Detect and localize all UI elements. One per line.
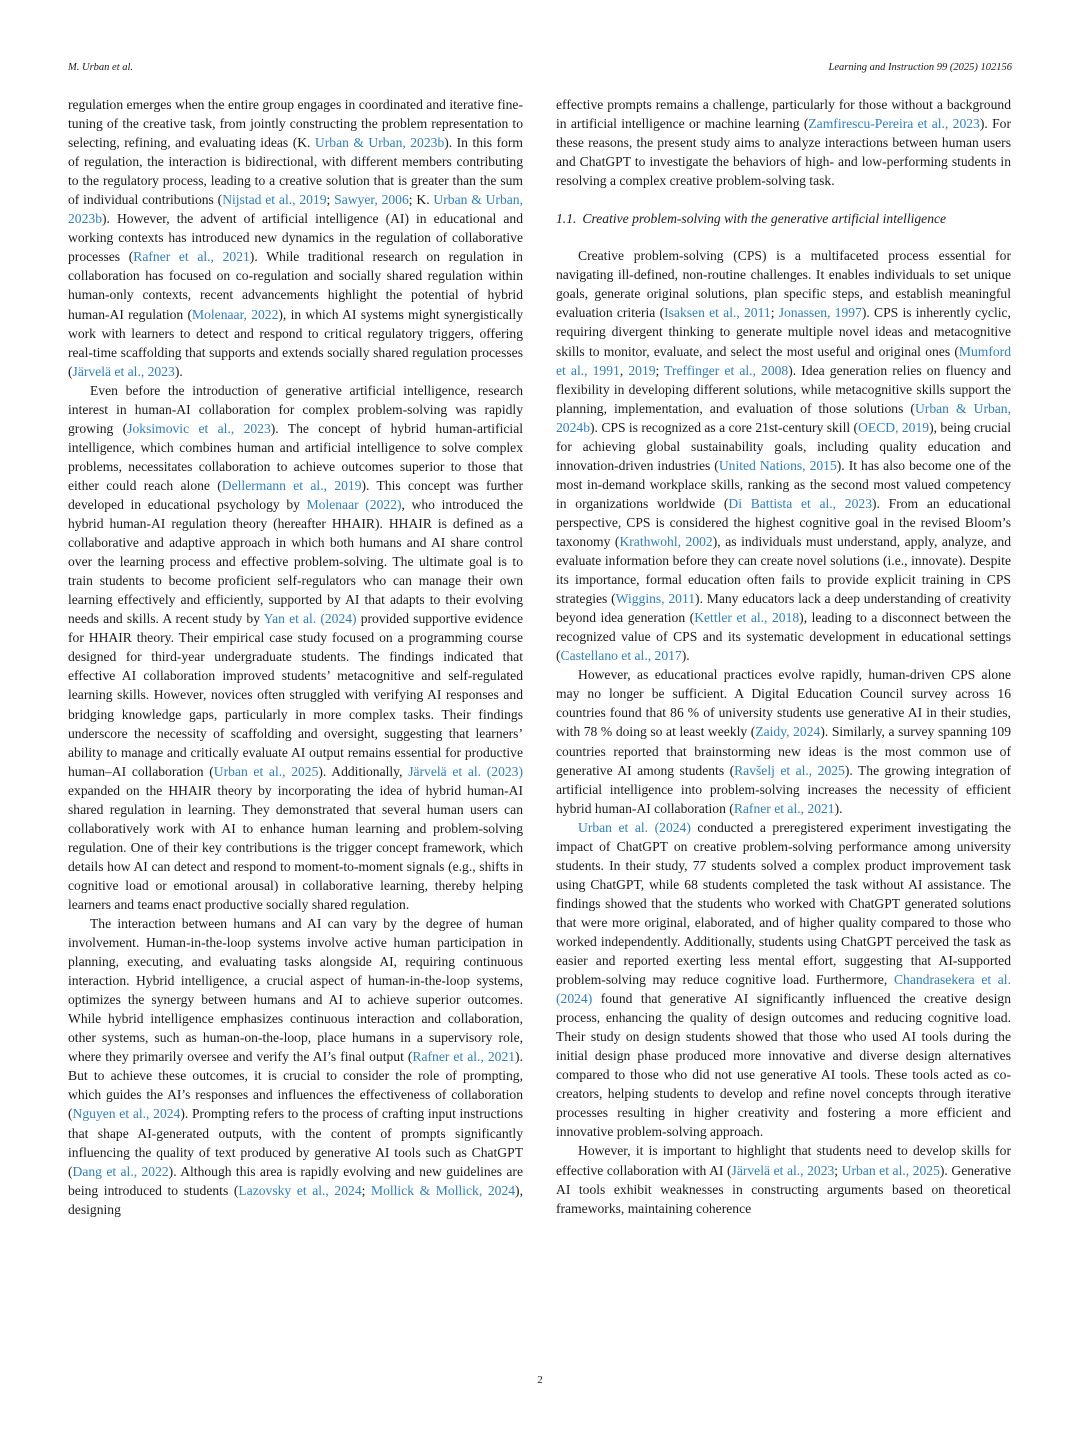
paragraph: effective prompts remains a challenge, particularly for those without a background in artificial intelligence or machine learning (Zamfirescu-Pereira et al., 2023). For these reasons, the present study aims to analyze interactions between human users and ChatGPT to investigate the behaviors of high- and low-performing students in resolving a complex creative problem-solving task. [556,97,1011,189]
citation-link[interactable]: Dellermann et al., 2019 [221,477,362,493]
paragraph: However, as educational practices evolve rapidly, human-driven CPS alone may no longer be sufficient. A Digital Education Council survey across 16 countries found that 86 % of university students use generative AI in their studies, with 78 % doing so at least weekly (Zaidy, 2024). Similarly, a survey spanning 109 countries reported that brainstorming new ideas is the most common use of generative AI among students (Ravšelj et al., 2025). The growing integration of artificial intelligence into problem-solving increases the necessity of efficient hybrid human-AI collaboration (Rafner et al., 2021). [556,667,1012,816]
section-heading [556,209,1011,228]
citation-link[interactable]: Urban et al., 2025 [213,763,319,779]
citation-link[interactable]: Rafner et al., 2021 [733,800,835,816]
citation-link[interactable]: Järvelä et al., 2023 [72,363,175,379]
citation-link[interactable]: Zamfirescu-Pereira et al., 2023 [808,116,980,132]
running-header [68,62,1012,80]
citation-link[interactable]: Joksimovic et al., 2023 [127,420,271,436]
citation-link[interactable]: Isaksen et al., 2011 [664,305,771,321]
citation-link[interactable]: Urban et al., 2025 [841,1162,940,1178]
citation-link[interactable]: Kettler et al., 2018 [694,610,800,626]
citation-link[interactable]: Mumford et al., 1991 [556,343,1011,378]
citation-link[interactable]: Nijstad et al., 2019 [222,192,327,208]
paragraph: Urban et al. (2024) conducted a preregistered experiment investigating the impact of ChatGPT on creative problem-solving performance among university students. In their study, 77 students solved a complex product improvement task using ChatGPT, while 68 students completed the task without AI assistance. The findings showed that the students who worked with ChatGPT generated solutions that were more original, elaborated, and of higher quality compared to those who worked independently. Additionally, students using ChatGPT perceived the task as easier and reported exerting less mental effort, suggesting that AI-supported problem-solving may reduce cognitive load. Furthermore, Chandrasekera et al. (2024) found that generative AI significantly influenced the creative design process, enhancing the quality of design outcomes and reducing cognitive load. Their study on design students showed that those who used AI tools during the initial design phase produced more innovative and diverse design alternatives compared to those who did not use generative AI tools. These tools acted as co-creators, helping students to develop and refine novel concepts through iterative processes resulting in higher creativity and fostering a more efficient and innovative problem-solving approach. [556,819,1011,1140]
citation-link[interactable]: Krathwohl, 2002 [619,533,713,549]
header-journal: Learning and Instruction 99 (2025) 102156 [828,62,1012,73]
citation-link[interactable]: Treffinger et al., 2008 [664,362,789,378]
citation-link[interactable]: United Nations, 2015 [718,457,837,473]
citation-link[interactable]: OECD, 2019 [858,419,930,435]
section-number: 1.1. [556,211,577,227]
citation-link[interactable]: Mollick & Mollick, 2024 [371,1182,516,1198]
page-number: 2 [537,1374,543,1386]
citation-link[interactable]: Castellano et al., 2017 [560,648,682,664]
citation-link[interactable]: Yan et al. (2024) [263,611,357,627]
citation-link[interactable]: Di Battista et al., 2023 [728,495,872,511]
citation-link[interactable]: Urban & Urban, 2023b [314,135,445,151]
citation-link[interactable]: Wiggins, 2011 [615,591,696,607]
citation-link[interactable]: Järvelä et al., 2023 [731,1162,835,1178]
citation-link[interactable]: Jonassen, 1997 [778,305,862,321]
left-column [68,95,523,1219]
citation-link[interactable]: Nguyen et al., 2024 [72,1106,181,1122]
citation-link[interactable]: Molenaar, 2022 [192,306,279,322]
citation-link[interactable]: Urban & Urban, 2023b [68,192,523,227]
citation-link[interactable]: Dang et al., 2022 [72,1163,169,1179]
paragraph: The interaction between humans and AI can vary by the degree of human involvement. Human-in-the-loop systems involve active human participation in planning, executing, and evaluating tasks alongside AI, requiring continuous interaction. Hybrid intelligence, a crucial aspect of human-in-the-loop systems, optimizes the synergy between humans and AI to achieve superior outcomes. While hybrid intelligence emphasizes continuous interaction and collaboration, other systems, such as human-on-the-loop, place humans in a supervisory role, where they primarily oversee and verify the AI’s final output (Rafner et al., 2021). But to achieve these outcomes, it is crucial to consider the role of prompting, which guides the AI’s responses and influences the effectiveness of collaboration (Nguyen et al., 2024). Prompting refers to the process of crafting input instructions that shape AI-generated outputs, with the content of prompts significantly influencing the quality of text produced by generative AI tools such as ChatGPT (Dang et al., 2022). Although this area is rapidly evolving and new guidelines are being introduced to students (Lazovsky et al., 2024; Mollick & Mollick, 2024), designing [68,916,523,1217]
section-title: Creative problem-solving with the generative artificial intelligence [582,211,947,227]
right-column [556,95,1011,1218]
citation-link[interactable]: Molenaar (2022) [306,496,402,512]
citation-link[interactable]: Sawyer, 2006 [334,192,409,208]
citation-link[interactable]: Lazovsky et al., 2024 [238,1182,362,1198]
paragraph: Creative problem-solving (CPS) is a multifaceted process essential for navigating ill-defined, non-routine challenges. It enables individuals to set unique goals, generate original solutions, plan specific steps, and establish meaningful evaluation criteria (Isaksen et al., 2011; Jonassen, 1997). CPS is inherently cyclic, requiring divergent thinking to generate multiple novel ideas and metacognitive skills to monitor, evaluate, and select the most useful and original ones (Mumford et al., 1991, 2019; Treffinger et al., 2008). Idea generation relies on fluency and flexibility in developing different solutions, while metacognitive skills support the planning, implementation, and evaluation of those solutions (Urban & Urban, 2024b). CPS is recognized as a core 21st-century skill (OECD, 2019), being crucial for achieving global sustainability goals, including quality education and innovation-driven industries (United Nations, 2015). It has also become one of the most in-demand workplace skills, ranking as the second most valued competency in organizations worldwide (Di Battista et al., 2023). From an educational perspective, CPS is considered the highest cognitive goal in the revised Bloom’s taxonomy (Krathwohl, 2002), as individuals must understand, apply, analyze, and evaluate information before they can create novel solutions (i.e., innovate). Despite its importance, formal education often fails to provide explicit training in CPS strategies (Wiggins, 2011). Many educators lack a deep understanding of creativity beyond idea generation (Kettler et al., 2018), leading to a disconnect between the recognized value of CPS and its systematic development in educational settings (Castellano et al., 2017). [556,248,1012,664]
citation-link[interactable]: Rafner et al., 2021 [133,249,250,265]
paragraph: regulation emerges when the entire group engages in coordinated and iterative fine-tuning of the creative task, from jointly constructing the problem representation to selecting, refining, and evaluating ideas (K. Urban & Urban, 2023b). In this form of regulation, the interaction is bidirectional, with different members contributing to the regulatory process, leading to a creative solution that is greater than the sum of individual contributions (Nijstad et al., 2019; Sawyer, 2006; K. Urban & Urban, 2023b). However, the advent of artificial intelligence (AI) in educational and working contexts has introduced new dynamics in the regulation of collaborative processes (Rafner et al., 2021). While traditional research on regulation in collaboration has focused on co-regulation and socially shared regulation within human-only contexts, recent advancements highlight the potential of hybrid human-AI regulation (Molenaar, 2022), in which AI systems might synergistically work with learners to detect and respond to critical regulatory triggers, offering real-time scaffolding that supports and extends socially shared regulation processes (Järvelä et al., 2023). [68,97,523,379]
citation-link[interactable]: Zaidy, 2024 [755,724,821,740]
citation-link[interactable]: Järvelä et al. (2023) [408,763,523,779]
citation-link[interactable]: Ravšelj et al., 2025 [734,762,845,778]
citation-link[interactable]: Urban et al. (2024) [578,819,691,835]
citation-link[interactable]: 2019 [628,362,656,378]
citation-link[interactable]: Chandrasekera et al. (2024) [556,972,1011,1007]
paragraph: Even before the introduction of generative artificial intelligence, research interest in human-AI collaboration for complex problem-solving was rapidly growing (Joksimovic et al., 2023). The concept of hybrid human-artificial intelligence, which combines human and artificial intelligence to solve complex problems, necessitates collaboration to achieve outcomes superior to those that either could reach alone (Dellermann et al., 2019). This concept was further developed in educational psychology by Molenaar (2022), who introduced the hybrid human-AI regulation theory (hereafter HHAIR). HHAIR is defined as a collaborative and adaptive approach in which both humans and AI share control over the learning process and effective problem-solving. The ultimate goal is to train students to become proficient self-regulators who can manage their own learning effectively and efficiently, supported by AI that adapts to their evolving needs and skills. A recent study by Yan et al. (2024) provided supportive evidence for HHAIR theory. Their empirical case study focused on a programming course designed for third-year undergraduate students. The findings indicated that effective AI collaboration improved students’ metacognitive and self-regulated learning skills. However, novices often struggled with verifying AI responses and bridging knowledge gaps, particularly in more complex tasks. Their findings underscore the necessity of scaffolding and oversight, suggesting that learners’ ability to manage and critically evaluate AI output remains essential for productive human–AI collaboration (Urban et al., 2025). Additionally, Järvelä et al. (2023) expanded on the HHAIR theory by incorporating the idea of hybrid human-AI shared regulation in learning. They demonstrated that several human users can collaboratively work with AI to enhance human learning and problem-solving regulation. One of their key contributions is the trigger concept framework, which details how AI can detect and respond to moment-to-moment signals (e.g., shifts in cognitive load or emotional arousal) in collaborative learning, thereby helping learners and teams enact productive socially shared regulation. [68,382,524,912]
paragraph: However, it is important to highlight that students need to develop skills for effective collaboration with AI (Järvelä et al., 2023; Urban et al., 2025). Generative AI tools exhibit weaknesses in constructing arguments based on theoretical frameworks, maintaining coherence [556,1143,1011,1216]
header-author: M. Urban et al. [68,62,134,73]
citation-link[interactable]: Rafner et al., 2021 [412,1049,516,1065]
citation-link[interactable]: Urban & Urban, 2024b [556,400,1011,435]
